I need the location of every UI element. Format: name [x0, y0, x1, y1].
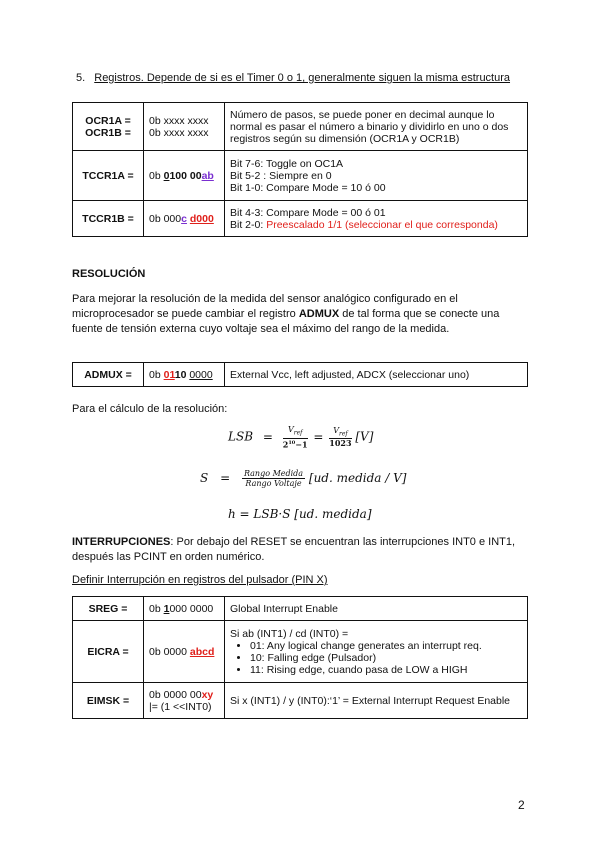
- tccr1a-desc-2: Bit 5-2 : Siempre en 0: [230, 169, 332, 182]
- eimsk-desc: Si x (INT1) / y (INT0):‘1’ = External Interrupt Request Enable: [225, 683, 528, 719]
- denom-tail: −1: [295, 439, 308, 450]
- formula-h: h = LSB·S [ud. medida]: [228, 507, 372, 521]
- interrupciones-bold: INTERRUPCIONES: [72, 536, 171, 548]
- denominator: [283, 439, 308, 450]
- admux-prefix: 0b: [149, 368, 164, 381]
- table-row: [73, 597, 528, 621]
- page-number: 2: [518, 798, 525, 812]
- fraction-rango: [242, 469, 305, 488]
- tccr1b-desc-cell: [225, 201, 528, 237]
- section-number: 5.: [76, 72, 86, 84]
- admux-table: [72, 362, 528, 387]
- sreg-rest: 000 0000: [169, 602, 214, 615]
- eimsk-line-2: |= (1 <<INT0): [149, 700, 212, 713]
- interrupciones-paragraph: [72, 535, 532, 565]
- denom-exp: 10: [288, 439, 296, 446]
- ref-subscript: ref: [338, 430, 348, 438]
- rango-medida: Rango Medida: [243, 469, 304, 478]
- ocr1b-label: OCR1B =: [85, 126, 131, 139]
- ocr-value-cell: [144, 103, 225, 151]
- eicra-bits: abcd: [189, 645, 215, 658]
- timer-register-table: [72, 102, 528, 237]
- tccr1a-value: [144, 151, 225, 201]
- list-item: • 10: Falling edge (Pulsador): [250, 652, 522, 664]
- list-item: • 01: Any logical change generates an interrupt req.: [250, 640, 522, 652]
- ocr-label-cell: [73, 103, 144, 151]
- tccr1b-desc-1: Bit 4-3: Compare Mode = 00 ó 01: [230, 206, 386, 219]
- eicra-label: EICRA =: [73, 621, 144, 683]
- eicra-list: [230, 640, 522, 676]
- numerator: [283, 425, 308, 439]
- tccr1b-value: [144, 201, 225, 237]
- calc-intro: Para el cálculo de la resolución:: [72, 403, 228, 415]
- eimsk-prefix: 0b 0000 00: [149, 688, 202, 701]
- tccr1b-desc-2-prefix: Bit 2-0:: [230, 218, 267, 231]
- unit-s: [ud. medida / V]: [308, 471, 407, 485]
- ocr1a-value: 0b xxxx xxxx: [149, 114, 209, 127]
- section-title: Registros. Depende de si es el Timer 0 o 1, generalmente siguen la misma estructura: [94, 72, 511, 84]
- eq-sign-3: =: [220, 471, 231, 485]
- ocr1a-label: OCR1A =: [85, 114, 131, 127]
- sreg-value: [144, 597, 225, 621]
- eimsk-value: [144, 683, 225, 719]
- tccr1b-bit-c: c: [181, 212, 187, 225]
- interrupt-register-table: [72, 596, 528, 719]
- eq-sign-2: =: [313, 429, 324, 444]
- ocr1b-value: 0b xxxx xxxx: [149, 126, 209, 139]
- eicra-value: [144, 621, 225, 683]
- vref-symbol: V: [333, 425, 339, 435]
- tccr1b-label: TCCR1B =: [73, 201, 144, 237]
- eq-sign-1: =: [262, 429, 273, 444]
- table-row: [73, 621, 528, 683]
- admux-value: [144, 363, 225, 387]
- tccr1a-desc-3: Bit 1-0: Compare Mode = 10 ó 00: [230, 181, 386, 194]
- denom-1023: 1023: [329, 438, 352, 449]
- admux-label: ADMUX =: [73, 363, 144, 387]
- sreg-prefix: 0b: [149, 602, 164, 615]
- vref-symbol: V: [287, 425, 294, 434]
- ocr-desc-cell: Número de pasos, se puede poner en decimal aunque lo normal es pasar el número a binario y dividirlo en uno o dos registros según su dimensión (OCR1A y OCR1B): [225, 103, 528, 151]
- sreg-bit: 1: [163, 602, 170, 615]
- resolucion-paragraph: [72, 292, 512, 337]
- resolucion-bold: ADMUX: [298, 308, 340, 320]
- sreg-desc: Global Interrupt Enable: [225, 597, 528, 621]
- numerator: [329, 426, 351, 440]
- table-row: [73, 201, 528, 237]
- unit-volts: [V]: [355, 429, 374, 444]
- fraction-vref-1: [283, 425, 308, 449]
- table-row: [73, 103, 528, 151]
- section-5-heading: [76, 72, 510, 84]
- fraction-vref-2: [329, 426, 351, 449]
- rango-voltaje: Rango Voltaje: [245, 479, 302, 488]
- resolucion-text-b: de tal forma que se conecte una fuente de tensión externa cuyo voltaje sea el máximo del rango de la medida.: [72, 308, 500, 335]
- interrupciones-text: : Por debajo del RESET se encuentran las interrupciones INT0 e INT1, después las PCINT en orden numérico.: [72, 536, 516, 563]
- resolucion-heading: RESOLUCIÓN: [72, 268, 146, 280]
- table-row: [73, 151, 528, 201]
- tccr1a-bit-6: 1: [169, 169, 176, 182]
- eicra-prefix: 0b 0000: [149, 645, 190, 658]
- eimsk-bits: xy: [201, 688, 214, 701]
- denom-base: 2: [282, 439, 289, 450]
- tccr1a-bits-mid: 00 00: [175, 169, 202, 182]
- tccr1b-prefix: 0b 000: [149, 212, 182, 225]
- lsb-symbol: LSB: [228, 429, 254, 444]
- tccr1a-desc-cell: [225, 151, 528, 201]
- tccr1a-prefix: 0b: [149, 169, 164, 182]
- tccr1b-desc-2: [230, 219, 522, 231]
- s-symbol: S: [200, 471, 209, 485]
- resolucion-text-a: Para mejorar la resolución de la medida del sensor analógico configurado en el microprocesador se puede cambiar el registro: [72, 293, 458, 320]
- admux-red-bits: 01: [163, 368, 175, 381]
- tccr1b-desc-2-red: Preescalado 1/1 (seleccionar el que corresponda): [266, 218, 498, 231]
- table-row: [73, 683, 528, 719]
- table-row: [73, 363, 528, 387]
- tccr1a-bit-7: 0: [163, 169, 170, 182]
- formula-lsb: [228, 425, 373, 449]
- admux-mid-bit: 1: [174, 368, 181, 381]
- formula-s: [200, 469, 406, 488]
- eicra-desc-cell: [225, 621, 528, 683]
- list-item: • 11: Rising edge, cuando pasa de LOW a HIGH: [250, 664, 522, 676]
- ref-subscript: ref: [293, 429, 303, 437]
- tccr1b-bits-d: d000: [189, 212, 214, 225]
- tccr1a-desc-1: Bit 7-6: Toggle on OC1A: [230, 157, 344, 170]
- eimsk-line-1: [149, 689, 219, 701]
- eicra-desc: Si ab (INT1) / cd (INT0) =: [230, 627, 349, 640]
- admux-tail-bit: 0: [180, 368, 190, 381]
- definir-heading: Definir Interrupción en registros del pulsador (PIN X): [72, 574, 328, 586]
- sreg-label: SREG =: [73, 597, 144, 621]
- tccr1a-bits-ab: ab: [201, 169, 214, 182]
- eimsk-label: EIMSK =: [73, 683, 144, 719]
- admux-desc: External Vcc, left adjusted, ADCX (seleccionar uno): [225, 363, 528, 387]
- admux-last-bits: 0000: [189, 368, 213, 381]
- tccr1a-label: TCCR1A =: [73, 151, 144, 201]
